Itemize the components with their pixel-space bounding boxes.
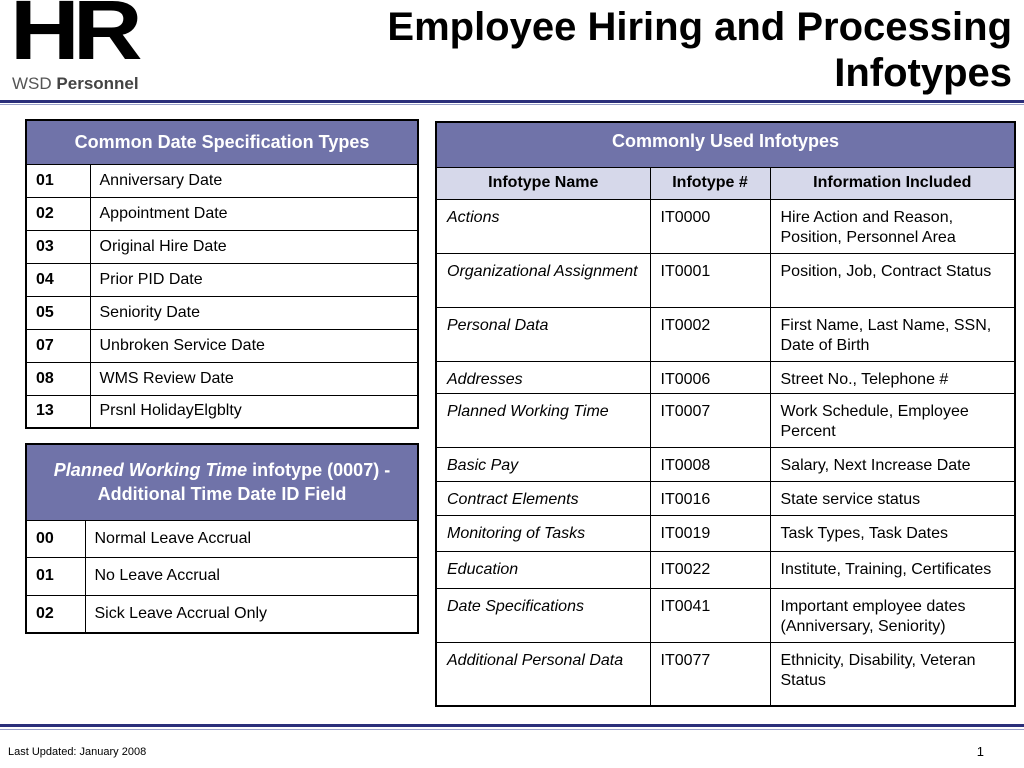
infotype-row: [436, 253, 1015, 307]
infotype-number: IT0041: [650, 588, 770, 642]
infotypes-header: Commonly Used Infotypes: [436, 122, 1015, 167]
infotype-row: [436, 481, 1015, 515]
infotype-number: IT0006: [650, 361, 770, 393]
date-spec-row: [26, 164, 418, 197]
row-code: 00: [26, 520, 85, 558]
hr-logo: [10, 0, 165, 96]
infotype-info: State service status: [770, 481, 1015, 515]
row-code: 08: [26, 362, 90, 395]
working-time-header-rest: infotype (0007) - Additional Time Date ID Field: [97, 460, 391, 505]
infotype-name: Basic Pay: [436, 447, 650, 481]
working-time-row: [26, 520, 418, 558]
working-time-header: [26, 444, 418, 520]
row-code: 13: [26, 395, 90, 428]
infotype-row: [436, 393, 1015, 447]
infotype-info: Task Types, Task Dates: [770, 515, 1015, 551]
row-label: Normal Leave Accrual: [85, 520, 418, 558]
infotype-info: Important employee dates (Anniversary, Seniority): [770, 588, 1015, 642]
logo-sub-plain: WSD: [12, 74, 52, 93]
date-spec-row: [26, 296, 418, 329]
header-divider: [0, 100, 1024, 103]
infotype-number: IT0077: [650, 642, 770, 706]
row-label: WMS Review Date: [90, 362, 418, 395]
row-label: Anniversary Date: [90, 164, 418, 197]
date-spec-row: [26, 329, 418, 362]
date-spec-row: [26, 395, 418, 428]
row-code: 01: [26, 164, 90, 197]
row-code: 04: [26, 263, 90, 296]
page-title: Employee Hiring and Processing Infotypes: [387, 5, 1012, 95]
logo-subtitle: [12, 74, 139, 94]
infotype-name: Personal Data: [436, 307, 650, 361]
column-header-name: Infotype Name: [436, 167, 650, 199]
infotype-name: Actions: [436, 199, 650, 253]
infotype-info: Street No., Telephone #: [770, 361, 1015, 393]
row-label: Sick Leave Accrual Only: [85, 595, 418, 633]
page-number: 1: [976, 744, 984, 759]
infotype-row: [436, 588, 1015, 642]
infotype-row: [436, 642, 1015, 706]
row-label: Seniority Date: [90, 296, 418, 329]
infotype-number: IT0001: [650, 253, 770, 307]
infotype-name: Education: [436, 551, 650, 588]
infotype-row: [436, 551, 1015, 588]
infotype-row: [436, 515, 1015, 551]
infotype-name: Date Specifications: [436, 588, 650, 642]
row-code: 05: [26, 296, 90, 329]
infotype-name: Addresses: [436, 361, 650, 393]
infotype-number: IT0002: [650, 307, 770, 361]
infotype-number: IT0022: [650, 551, 770, 588]
date-spec-table: [25, 119, 419, 429]
row-label: Prsnl HolidayElgblty: [90, 395, 418, 428]
infotype-info: Ethnicity, Disability, Veteran Status: [770, 642, 1015, 706]
logo-sub-bold: Personnel: [56, 74, 139, 93]
infotype-info: First Name, Last Name, SSN, Date of Birth: [770, 307, 1015, 361]
infotype-number: IT0000: [650, 199, 770, 253]
infotypes-table: [435, 121, 1016, 707]
column-header-number: Infotype #: [650, 167, 770, 199]
row-label: Appointment Date: [90, 197, 418, 230]
infotype-name: Additional Personal Data: [436, 642, 650, 706]
infotype-name: Planned Working Time: [436, 393, 650, 447]
row-label: No Leave Accrual: [85, 558, 418, 596]
infotype-info: Hire Action and Reason, Position, Personnel Area: [770, 199, 1015, 253]
working-time-row: [26, 558, 418, 596]
row-code: 07: [26, 329, 90, 362]
row-code: 02: [26, 595, 85, 633]
row-code: 03: [26, 230, 90, 263]
last-updated: Last Updated: January 2008: [8, 746, 147, 758]
infotype-number: IT0016: [650, 481, 770, 515]
infotype-number: IT0007: [650, 393, 770, 447]
date-spec-row: [26, 263, 418, 296]
row-code: 01: [26, 558, 85, 596]
infotype-name: Contract Elements: [436, 481, 650, 515]
infotype-name: Monitoring of Tasks: [436, 515, 650, 551]
row-code: 02: [26, 197, 90, 230]
column-header-info: Information Included: [770, 167, 1015, 199]
infotype-info: Work Schedule, Employee Percent: [770, 393, 1015, 447]
row-label: Unbroken Service Date: [90, 329, 418, 362]
date-spec-row: [26, 197, 418, 230]
footer-divider-thin: [0, 729, 1024, 730]
infotype-info: Institute, Training, Certificates: [770, 551, 1015, 588]
working-time-row: [26, 595, 418, 633]
infotype-row: [436, 199, 1015, 253]
infotype-number: IT0008: [650, 447, 770, 481]
footer-divider: [0, 724, 1024, 727]
row-label: Original Hire Date: [90, 230, 418, 263]
working-time-table: [25, 443, 419, 634]
infotype-info: Position, Job, Contract Status: [770, 253, 1015, 307]
infotype-row: [436, 361, 1015, 393]
infotype-info: Salary, Next Increase Date: [770, 447, 1015, 481]
infotype-row: [436, 447, 1015, 481]
date-spec-header: Common Date Specification Types: [26, 120, 418, 164]
infotype-name: Organizational Assignment: [436, 253, 650, 307]
date-spec-row: [26, 230, 418, 263]
row-label: Prior PID Date: [90, 263, 418, 296]
logo-mark: HR: [10, 0, 136, 77]
date-spec-row: [26, 362, 418, 395]
infotype-row: [436, 307, 1015, 361]
header-divider-thin: [0, 104, 1024, 105]
working-time-header-italic: Planned Working Time: [53, 460, 248, 481]
infotype-number: IT0019: [650, 515, 770, 551]
